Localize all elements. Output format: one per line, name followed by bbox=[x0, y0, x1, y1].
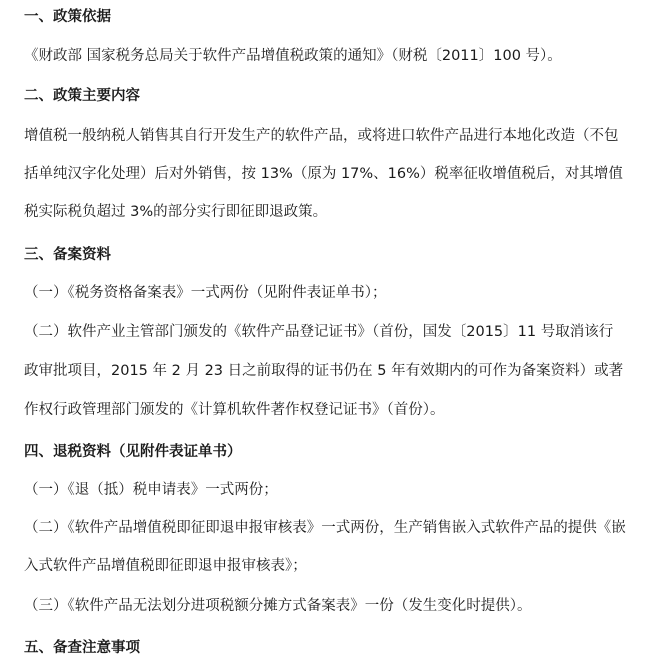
paragraph-line: 《财政部 国家税务总局关于软件产品增值税政策的通知》（财税〔2011〕100 号）。 bbox=[24, 48, 562, 64]
paragraph-line: 括单纯汉字化处理）后对外销售，按 13%（原为 17%、16%）税率征收增值税后，对其增值 bbox=[24, 166, 623, 182]
paragraph-line: 政审批项目，2015 年 2 月 23 日之前取得的证书仍在 5 年有效期内的可作为备案资料）或著 bbox=[24, 363, 624, 379]
paragraph-line: 税实际税负超过 3%的部分实行即征即退政策。 bbox=[24, 204, 328, 220]
paragraph-line: （一）《税务资格备案表》一式两份（见附件表证单书）； bbox=[24, 285, 387, 301]
section-heading-inspection-notes: 五、备查注意事项 bbox=[24, 640, 140, 656]
paragraph-line: （三）《软件产品无法划分进项税额分摊方式备案表》一份（发生变化时提供）。 bbox=[24, 598, 532, 614]
paragraph-line: 增值税一般纳税人销售其自行开发生产的软件产品，或将进口软件产品进行本地化改造（不包 bbox=[24, 128, 619, 144]
section-heading-policy-content: 二、政策主要内容 bbox=[24, 88, 140, 104]
paragraph-line: 作权行政管理部门颁发的《计算机软件著作权登记证书》（首份）。 bbox=[24, 402, 445, 418]
section-heading-refund-materials: 四、退税资料（见附件表证单书） bbox=[24, 444, 242, 460]
section-heading-filing-materials: 三、备案资料 bbox=[24, 247, 111, 263]
paragraph-line: （二）《软件产品增值税即征即退申报审核表》一式两份，生产销售嵌入式软件产品的提供《嵌 bbox=[24, 520, 626, 536]
section-heading-policy-basis: 一、政策依据 bbox=[24, 9, 111, 25]
paragraph-line: 入式软件产品增值税即征即退申报审核表》； bbox=[24, 558, 307, 574]
paragraph-line: （一）《退（抵）税申请表》一式两份； bbox=[24, 482, 278, 498]
paragraph-line: （二）软件产业主管部门颁发的《软件产品登记证书》（首份，国发〔2015〕11 号取消该行 bbox=[24, 324, 614, 340]
